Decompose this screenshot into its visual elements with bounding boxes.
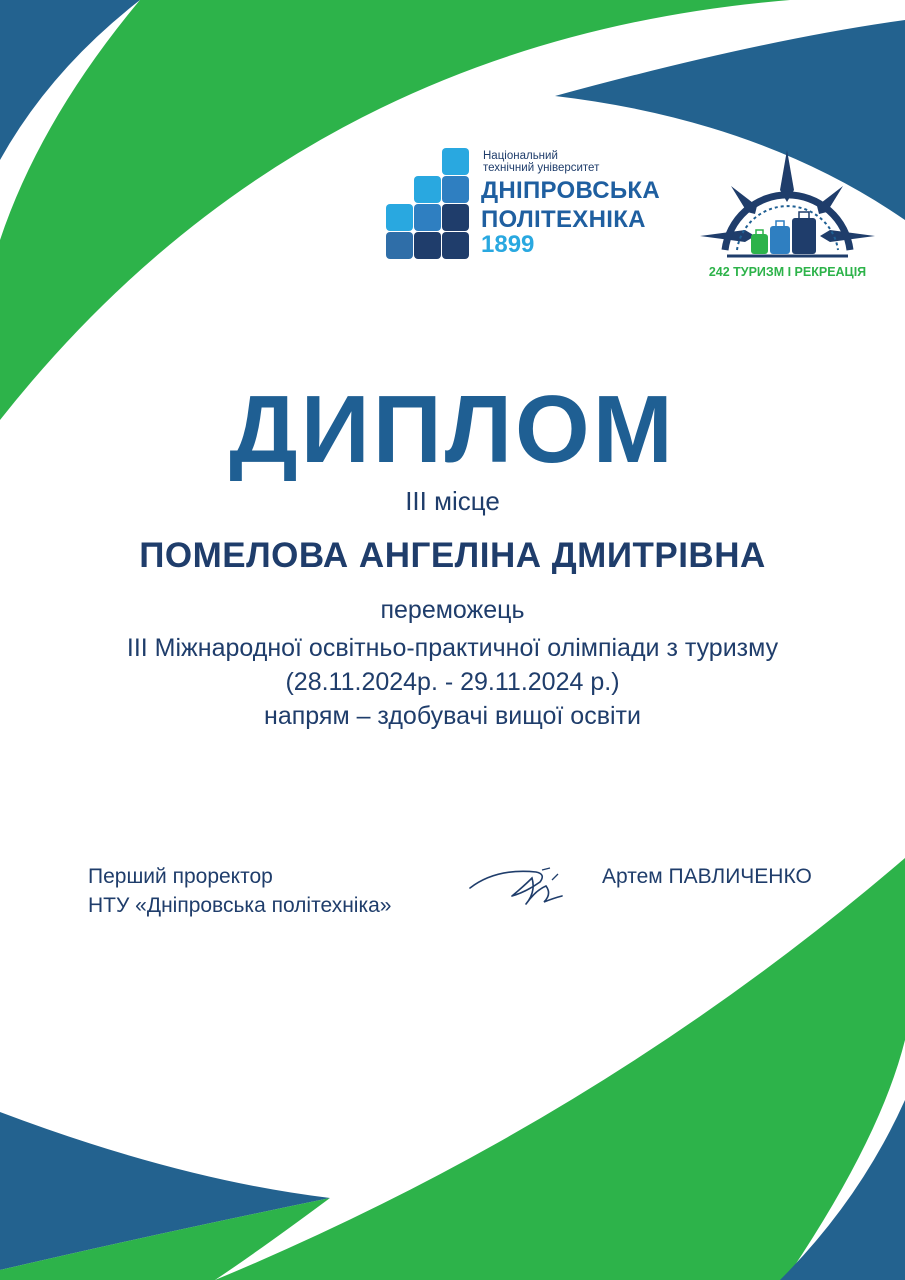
- university-name-line2: ПОЛІТЕХНІКА: [481, 206, 646, 233]
- event-category: напрям – здобувачі вищої освіти: [264, 702, 641, 730]
- event-name: ІІІ Міжнародної освітньо-практичної олімпіади з туризму: [126, 634, 779, 662]
- signatory-position: [88, 862, 391, 920]
- signatory-position-line2: НТУ «Дніпровська політехніка»: [88, 894, 392, 917]
- university-type-line2: технічний університет: [483, 162, 600, 174]
- university-name: [481, 176, 660, 234]
- event-dates: (28.11.2024р. - 29.11.2024 р.): [285, 668, 620, 696]
- tourism-logo: [695, 150, 880, 285]
- stacked-cubes-logo-icon: [386, 146, 476, 266]
- diploma-title: ДИПЛОМ: [229, 376, 676, 483]
- winner-name: ПОМЕЛОВА АНГЕЛІНА ДМИТРІВНА: [139, 536, 766, 575]
- university-type-line1: Національний: [483, 150, 558, 162]
- signatory-name: Артем ПАВЛИЧЕНКО: [602, 865, 812, 888]
- university-type-text: [483, 150, 599, 174]
- handwritten-signature-icon: [466, 858, 576, 914]
- tourism-logo-caption: 242 ТУРИЗМ І РЕКРЕАЦІЯ: [708, 265, 867, 279]
- bottom-right-green-swoosh: [215, 858, 905, 1280]
- place-text: ІІІ місце: [405, 486, 500, 516]
- university-logo: [386, 146, 686, 266]
- university-year: 1899: [481, 231, 535, 258]
- winner-label: переможець: [380, 596, 525, 624]
- signatory-position-line1: Перший проректор: [88, 865, 273, 888]
- compass-luggage-logo-icon: [695, 150, 880, 265]
- university-name-line1: ДНІПРОВСЬКА: [481, 177, 660, 204]
